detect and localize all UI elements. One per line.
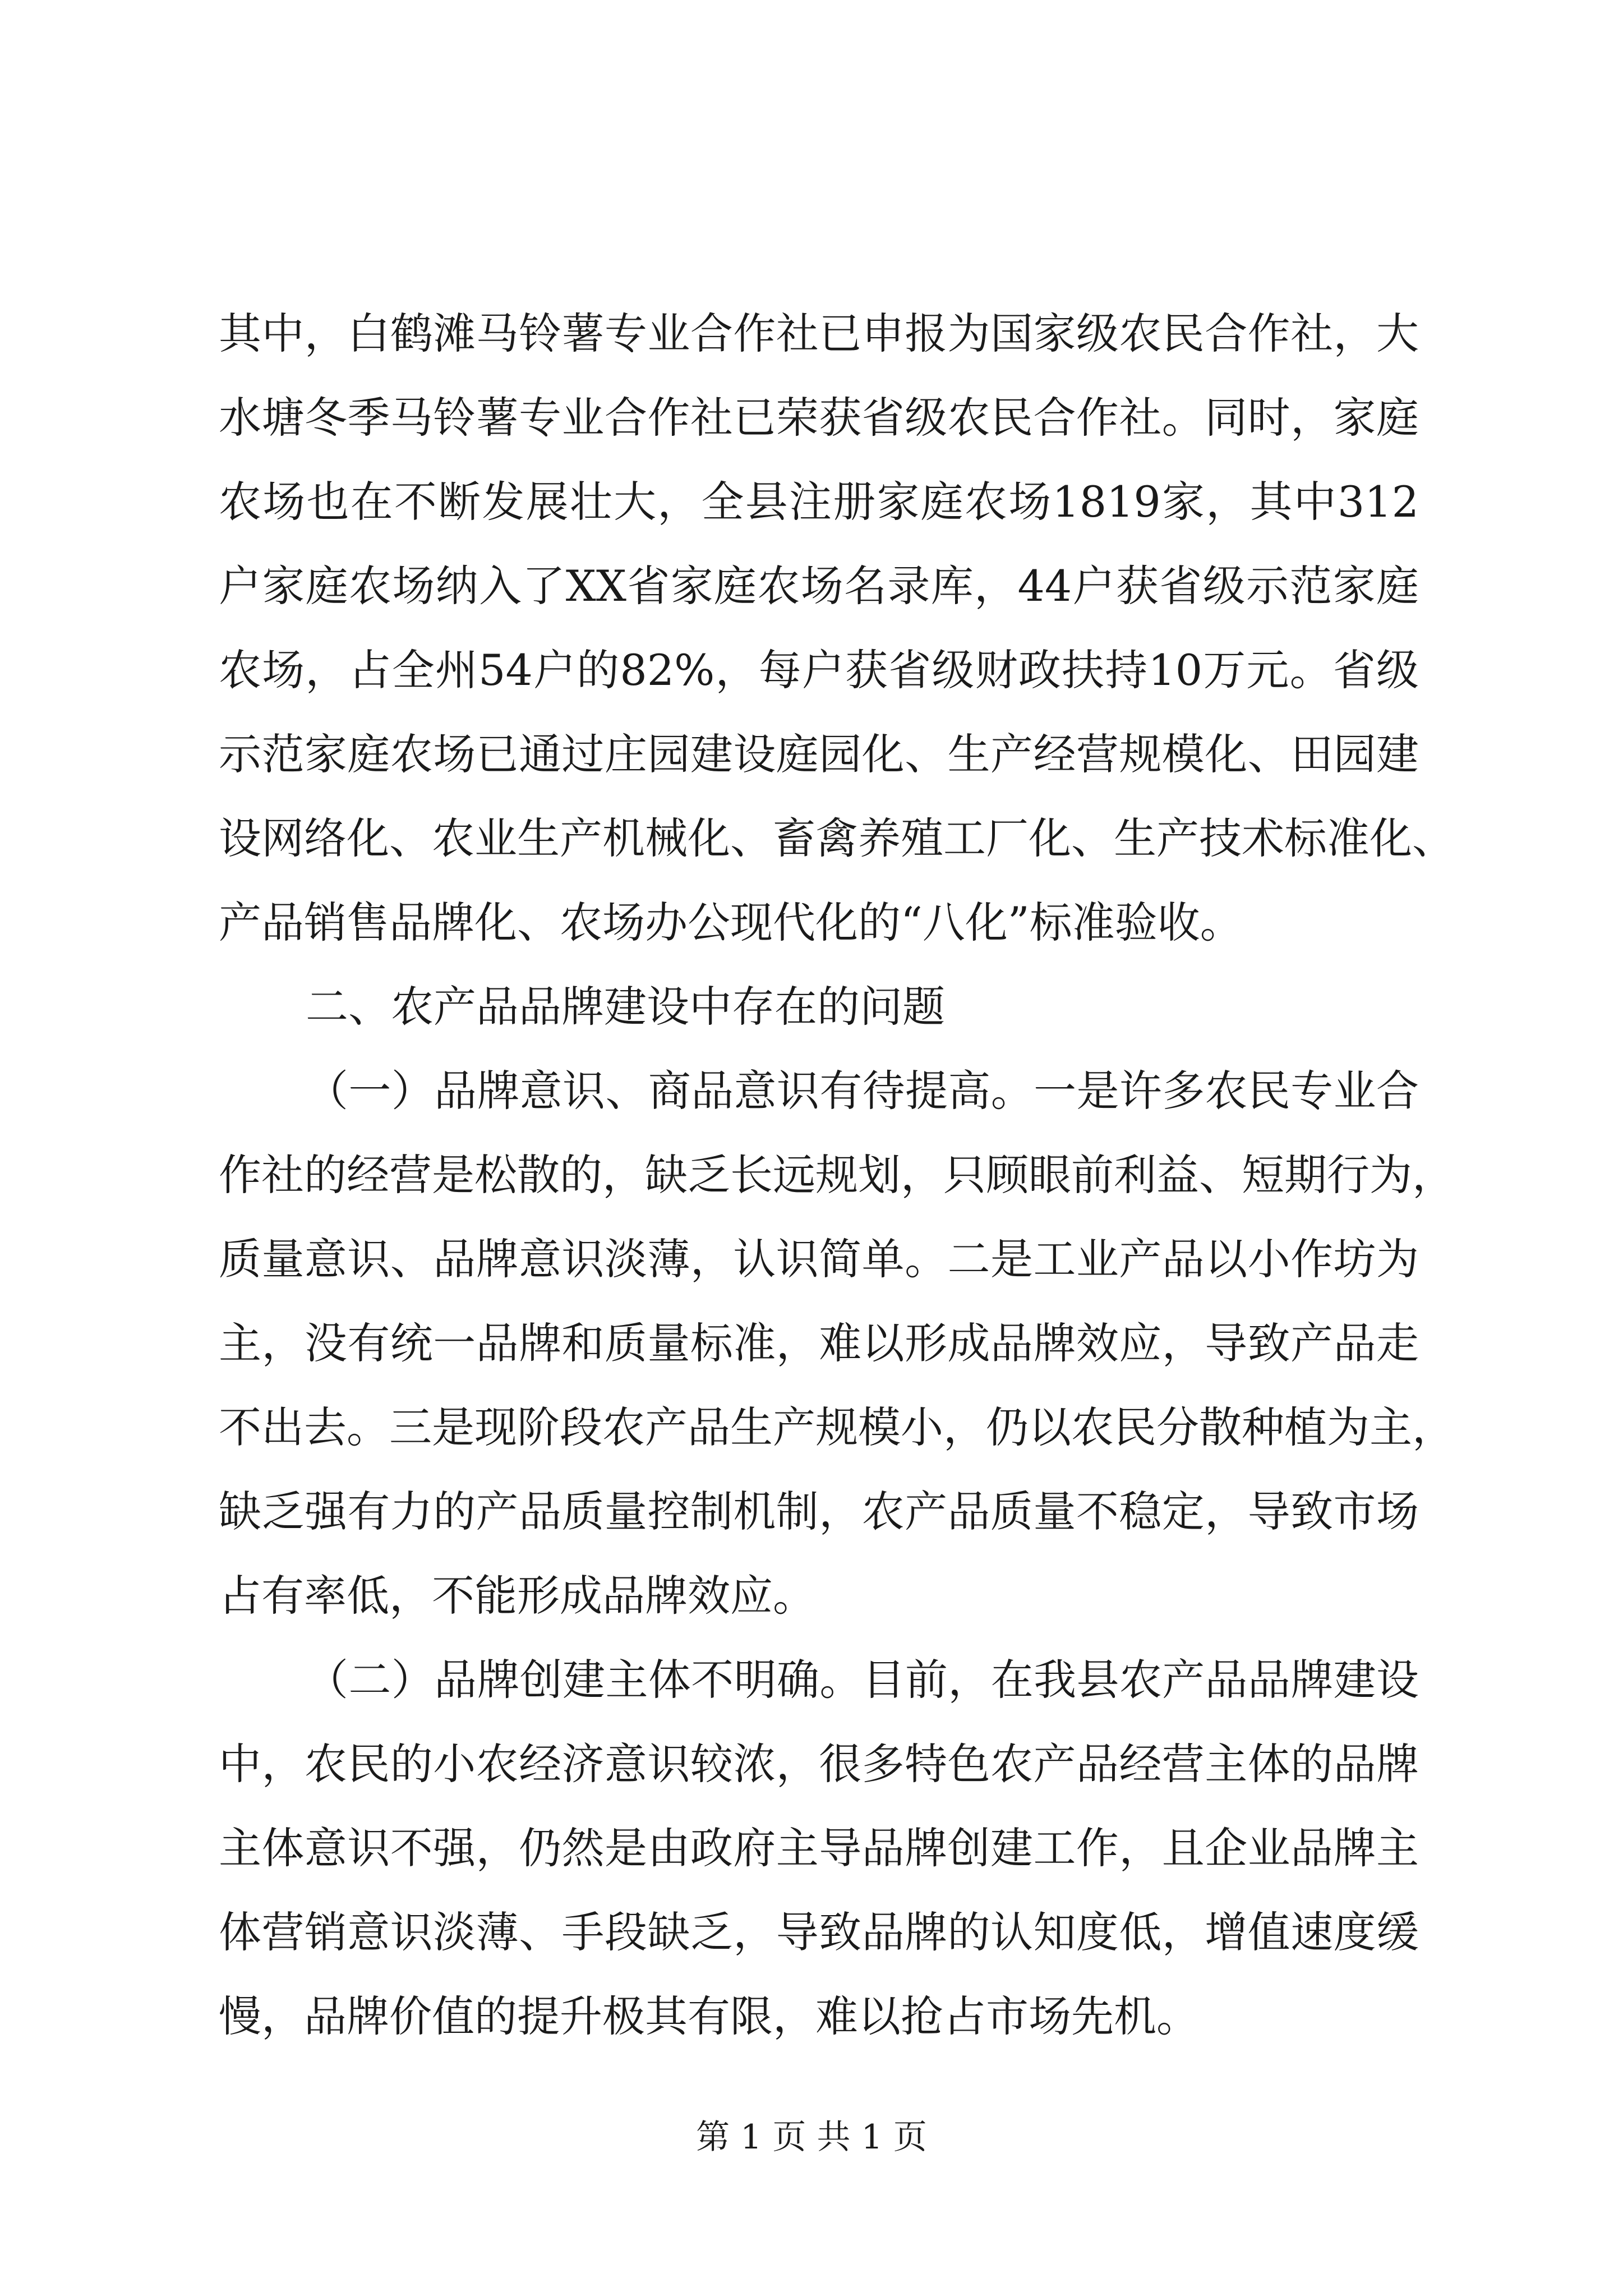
paragraph-line-1: 其中，白鹤滩马铃薯专业合作社已申报为国家级农民合作社，大: [219, 309, 1419, 358]
paragraph-line-12: 质量意识、品牌意识淡薄，认识简单。二是工业产品以小作坊为: [219, 1234, 1419, 1284]
paragraph-line-15: 缺乏强有力的产品质量控制机制，农产品质量不稳定，导致市场: [219, 1487, 1419, 1536]
paragraph-line-7: 设网络化、农业生产机械化、畜禽养殖工厂化、生产技术标准化、: [219, 813, 1455, 863]
paragraph-line-10: （一）品牌意识、商品意识有待提高。一是许多农民专业合: [306, 1066, 1419, 1116]
paragraph-line-2: 水塘冬季马铃薯专业合作社已荣获省级农民合作社。同时，家庭: [219, 393, 1419, 443]
paragraph-line-17: （二）品牌创建主体不明确。目前，在我县农产品品牌建设: [306, 1655, 1419, 1705]
paragraph-line-19: 主体意识不强，仍然是由政府主导品牌创建工作，且企业品牌主: [219, 1823, 1419, 1873]
paragraph-line-11: 作社的经营是松散的，缺乏长远规划，只顾眼前利益、短期行为，: [219, 1150, 1455, 1200]
paragraph-line-18: 中，农民的小农经济意识较浓，很多特色农产品经营主体的品牌: [219, 1739, 1419, 1789]
paragraph-line-21: 慢，品牌价值的提升极其有限，难以抢占市场先机。: [219, 1991, 1199, 2041]
paragraph-line-6: 示范家庭农场已通过庄园建设庭园化、生产经营规模化、田园建: [219, 729, 1419, 779]
page-footer: 第 1 页 共 1 页: [696, 2118, 927, 2157]
paragraph-line-4: 户家庭农场纳入了XX省家庭农场名录库，44户获省级示范家庭: [219, 561, 1419, 611]
paragraph-line-5: 农场，占全州54户的82%，每户获省级财政扶持10万元。省级: [219, 645, 1419, 695]
paragraph-line-13: 主，没有统一品牌和质量标准，难以形成品牌效应，导致产品走: [219, 1318, 1419, 1368]
paragraph-line-14: 不出去。三是现阶段农产品生产规模小，仍以农民分散种植为主，: [219, 1402, 1455, 1452]
section-heading: 二、农产品品牌建设中存在的问题: [306, 982, 945, 1032]
paragraph-line-8: 产品销售品牌化、农场办公现代化的“八化”标准验收。: [219, 898, 1243, 947]
paragraph-line-20: 体营销意识淡薄、手段缺乏，导致品牌的认知度低，增值速度缓: [219, 1907, 1419, 1957]
paragraph-line-16: 占有率低，不能形成品牌效应。: [219, 1571, 815, 1621]
paragraph-line-3: 农场也在不断发展壮大，全县注册家庭农场1819家，其中312: [219, 477, 1419, 527]
